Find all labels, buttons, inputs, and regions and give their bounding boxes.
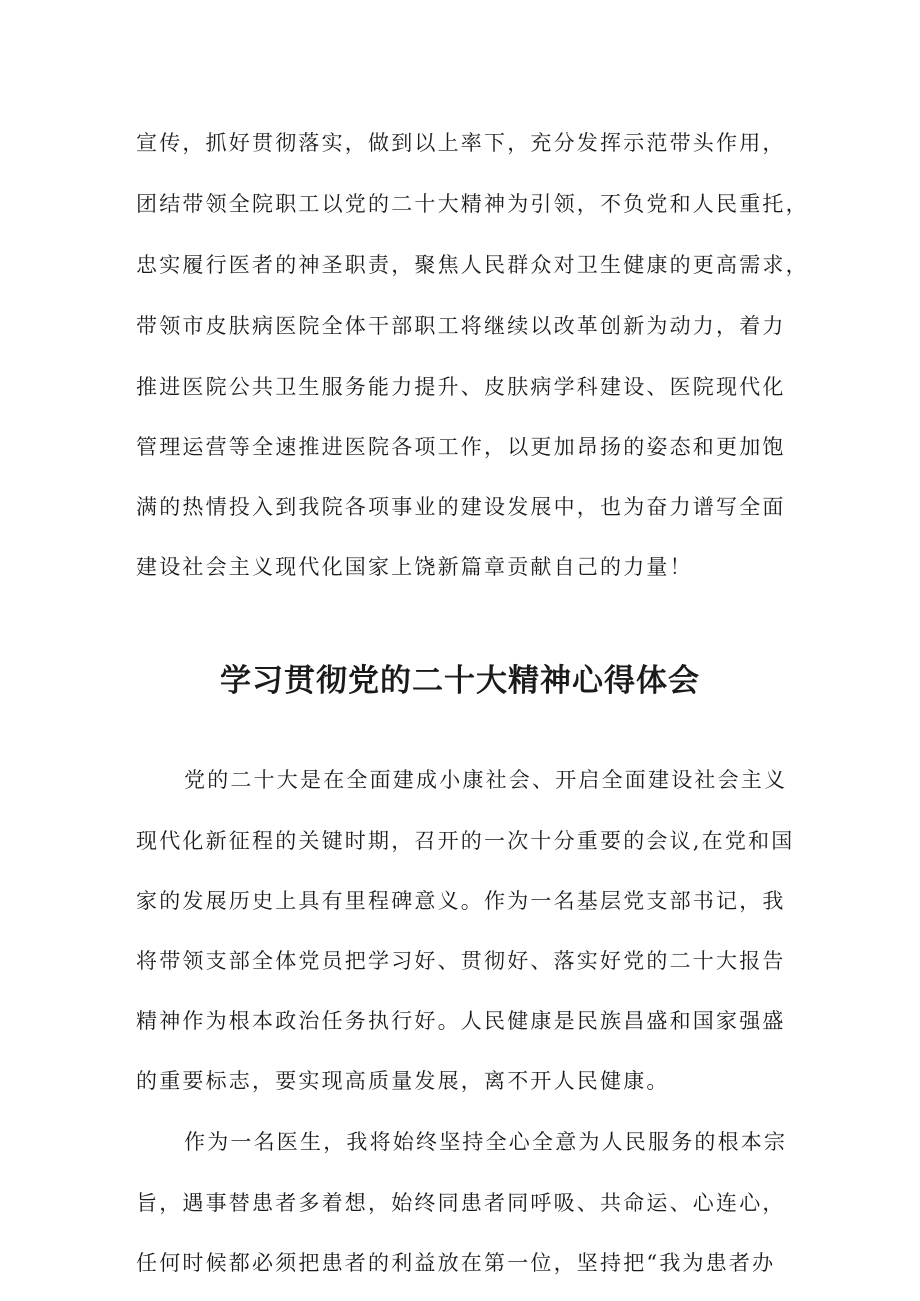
paragraph-line: 现代化新征程的关键时期，召开的一次十分重要的会议,在党和国 [136, 829, 795, 853]
paragraph-line: 任何时候都必须把患者的利益放在第一位，坚持把“我为患者办 [136, 1251, 776, 1275]
text-line: 推进医院公共卫生服务能力提升、皮肤病学科建设、医院现代化 [136, 375, 786, 399]
paragraph-line: 的重要标志，要实现高质量发展，离不开人民健康。 [136, 1069, 670, 1093]
paragraph-line: 党的二十大是在全面建成小康社会、开启全面建设社会主义 [184, 768, 788, 792]
paragraph-line: 家的发展历史上具有里程碑意义。作为一名基层党支部书记，我 [136, 889, 786, 913]
text-line: 宣传，抓好贯彻落实，做到以上率下，充分发挥示范带头作用， [136, 131, 786, 155]
text-line: 管理运营等全速推进医院各项工作，以更加昂扬的姿态和更加饱 [136, 435, 786, 459]
paragraph-line: 精神作为根本政治任务执行好。人民健康是民族昌盛和国家强盛 [136, 1009, 786, 1033]
article-title: 学习贯彻党的二十大精神心得体会 [220, 663, 700, 699]
paragraph-line: 将带领支部全体党员把学习好、贯彻好、落实好党的二十大报告 [136, 949, 786, 973]
text-line: 满的热情投入到我院各项事业的建设发展中，也为奋力谱写全面 [136, 495, 786, 519]
paragraph-line: 旨，遇事替患者多着想，始终同患者同呼吸、共命运、心连心， [136, 1191, 786, 1215]
text-line: 忠实履行医者的神圣职责，聚焦人民群众对卫生健康的更高需求， [136, 253, 809, 277]
text-line: 团结带领全院职工以党的二十大精神为引领，不负党和人民重托， [136, 192, 809, 216]
paragraph-line: 作为一名医生，我将始终坚持全心全意为人民服务的根本宗 [184, 1130, 788, 1154]
text-line: 建设社会主义现代化国家上饶新篇章贡献自己的力量！ [136, 555, 693, 579]
text-line: 带领市皮肤病医院全体干部职工将继续以改革创新为动力，着力 [136, 314, 786, 338]
